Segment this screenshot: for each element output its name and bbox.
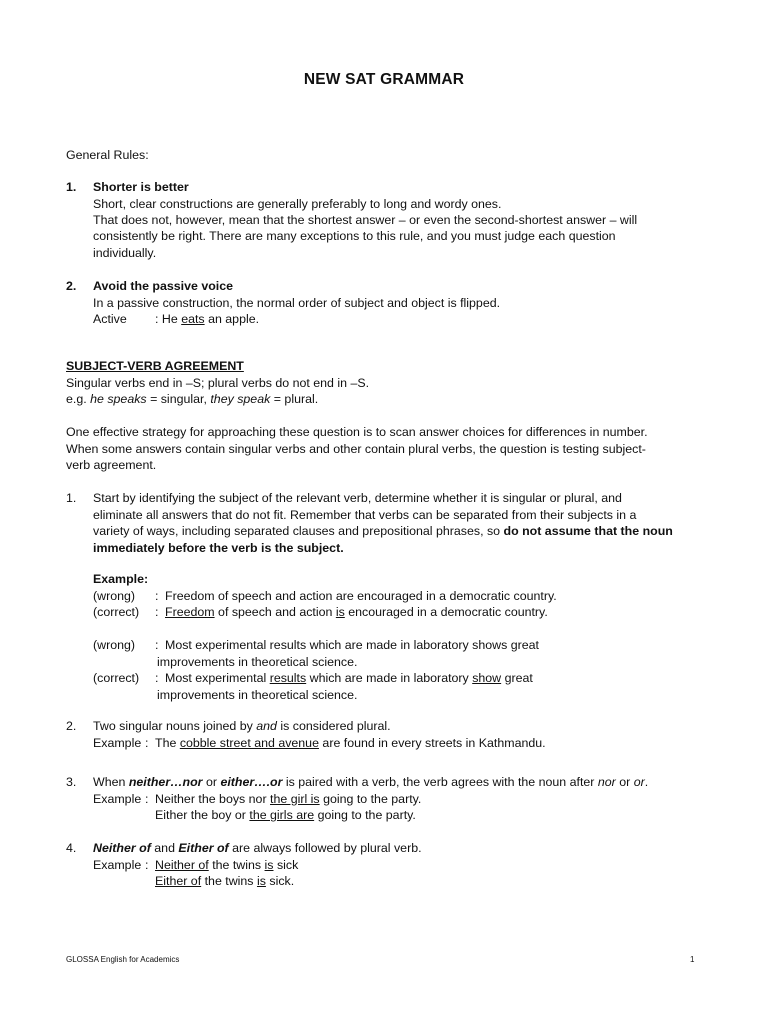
eg-they-speak: they speak [210,392,271,406]
point-2 [93,718,703,751]
example-text: the twins [212,857,262,872]
example-verb: is [335,605,345,619]
sva-para-line: verb agreement. [66,458,157,472]
point-4 [93,840,703,890]
example-row [93,670,703,687]
point-4-example [93,857,703,874]
point-1-line-text: variety of ways, including separated clauses and prepositional phrases, so [93,524,501,538]
example-subject: cobble street and avenue [179,735,319,750]
point-2-example [93,735,703,752]
point-3-neither-nor: neither…nor [128,775,203,789]
rule-2 [93,278,703,328]
active-colon: : He [155,312,178,326]
point-4-either-of: Either of [178,841,229,855]
example-text: Most experimental [165,671,267,685]
example-text: which are made in laboratory [309,671,469,685]
rule-1-line: individually. [93,245,157,260]
point-1-bold-line: immediately before the verb is the subject. [93,540,344,555]
example-subject: Either of [155,874,202,888]
example-text: going to the party. [317,808,416,822]
eg-plural: = plural. [273,392,319,406]
example-label: Example: [93,572,149,586]
sva-example [66,391,706,408]
rule-1-heading: Shorter is better [93,180,189,194]
point-4-line [93,840,703,857]
example-continuation: improvements in theoretical science. [157,654,358,669]
example-text: Neither the boys nor [155,791,267,806]
sva-para-line: When some answers contain singular verbs and other contain plural verbs, the question is testing subject- [66,441,646,456]
point-3-text: or [205,775,217,789]
example-text: great [504,671,533,685]
point-4-neither-of: Neither of [93,841,151,855]
point-3-text: or [619,775,631,789]
point-3-nor: nor [597,775,616,789]
example-text: going to the party. [323,791,422,806]
rule-1-line: Short, clear constructions are generally preferably to long and wordy ones. [93,196,502,211]
example-colon: : [145,791,149,806]
point-2-number: 2. [66,719,77,733]
rule-1 [93,179,703,212]
example-colon: : [145,735,149,750]
example-text: The [155,735,177,750]
footer-text: GLOSSA English for Academics [66,955,180,964]
rule-1-line: consistently be right. There are many exceptions to this rule, and you must judge each question [93,229,616,243]
example-row [93,637,703,654]
rule-1-number: 1. [66,180,77,194]
point-4-text: are always followed by plural verb. [232,841,422,855]
example-colon: : [155,638,159,652]
point-4-example-2 [93,873,703,890]
example-text: Most experimental results which are made in laboratory shows great [165,638,539,652]
point-1 [93,490,705,556]
point-3-either-or: either….or [220,775,283,789]
point-4-number: 4. [66,841,77,855]
example-tag: (correct) [93,605,140,619]
point-3-line [93,774,703,791]
example-text: the twins [204,874,254,888]
example-verb: is [256,874,266,888]
example-tag: (correct) [93,671,140,685]
rule-1-body-cont [93,228,733,261]
example-tag: Example [93,791,142,806]
point-2-text: is considered plural. [280,719,391,733]
point-2-text: Two singular nouns joined by [93,719,253,733]
point-3-or: or [633,775,645,789]
point-3-text: When [93,775,126,789]
rule-2-heading: Avoid the passive voice [93,279,234,293]
point-1-number: 1. [66,491,77,505]
example-text: sick [276,857,299,872]
point-2-line [93,718,703,735]
point-4-text: and [154,841,175,855]
point-3-example [93,791,703,808]
example-row [93,604,703,621]
example-colon: : [145,857,149,872]
rule-1-line: That does not, however, mean that the shortest answer – or even the second-shortest answer – will [93,213,638,227]
rule-1-body [93,212,703,229]
example-row [93,588,703,605]
example-subject: the girls are [249,808,315,822]
example-tag: (wrong) [93,638,135,652]
point-1-line: Start by identifying the subject of the relevant verb, determine whether it is singular or plural, and [93,491,622,505]
example-text: are found in every streets in Kathmandu. [322,735,546,750]
point-3-text: is paired with a verb, the verb agrees with the noun after [285,775,595,789]
example-tag: (wrong) [93,588,135,603]
example-colon: : [155,588,159,603]
example-verb: show [472,671,502,685]
point-3 [93,774,703,824]
example-colon: : [155,671,159,685]
sva-line: Singular verbs end in –S; plural verbs do not end in –S. [66,375,370,390]
sva-section [66,358,706,408]
example-subject: Freedom [165,605,215,619]
point-2-and: and [256,719,277,733]
example-verb: is [264,857,274,872]
sva-heading: SUBJECT-VERB AGREEMENT [66,359,244,373]
active-label: Active [93,312,127,326]
point-1-examples [93,571,703,703]
point-3-number: 3. [66,775,77,789]
rule-2-line: In a passive construction, the normal order of subject and object is flipped. [93,295,501,310]
page-title: NEW SAT GRAMMAR [303,71,465,88]
point-3-period: . [644,775,649,789]
point-3-example-2 [93,807,703,824]
sva-para-line: One effective strategy for approaching these question is to scan answer choices for differences in number. [66,425,648,439]
active-verb: eats [181,312,205,326]
example-subject: results [269,671,307,685]
example-text: sick. [269,874,295,888]
example-text: Freedom of speech and action are encouraged in a democratic country. [165,588,557,603]
general-rules-heading: General Rules: [66,148,149,162]
sva-paragraph [66,424,706,474]
example-text: encouraged in a democratic country. [348,605,548,619]
page-number: 1 [690,955,695,964]
eg-he-speaks: he speaks [90,392,147,406]
example-tag: Example [93,857,142,872]
example-tag: Example [93,735,142,750]
eg-singular: = singular, [150,392,207,406]
rule-2-number: 2. [66,279,77,293]
point-1-line: eliminate all answers that do not fit. Remember that verbs can be separated from their subjects in a [93,507,637,522]
example-colon: : [155,605,159,619]
example-text: of speech and action [218,605,333,619]
example-continuation: improvements in theoretical science. [157,687,358,702]
eg-prefix: e.g. [66,392,87,406]
point-1-line [93,523,705,540]
example-subject: Neither of [155,857,209,872]
example-text: Either the boy or [155,808,246,822]
active-example [93,311,703,328]
example-subject: the girl is [270,791,320,806]
active-rest: an apple. [208,312,260,326]
point-1-bold-text: do not assume that the noun [503,524,673,538]
